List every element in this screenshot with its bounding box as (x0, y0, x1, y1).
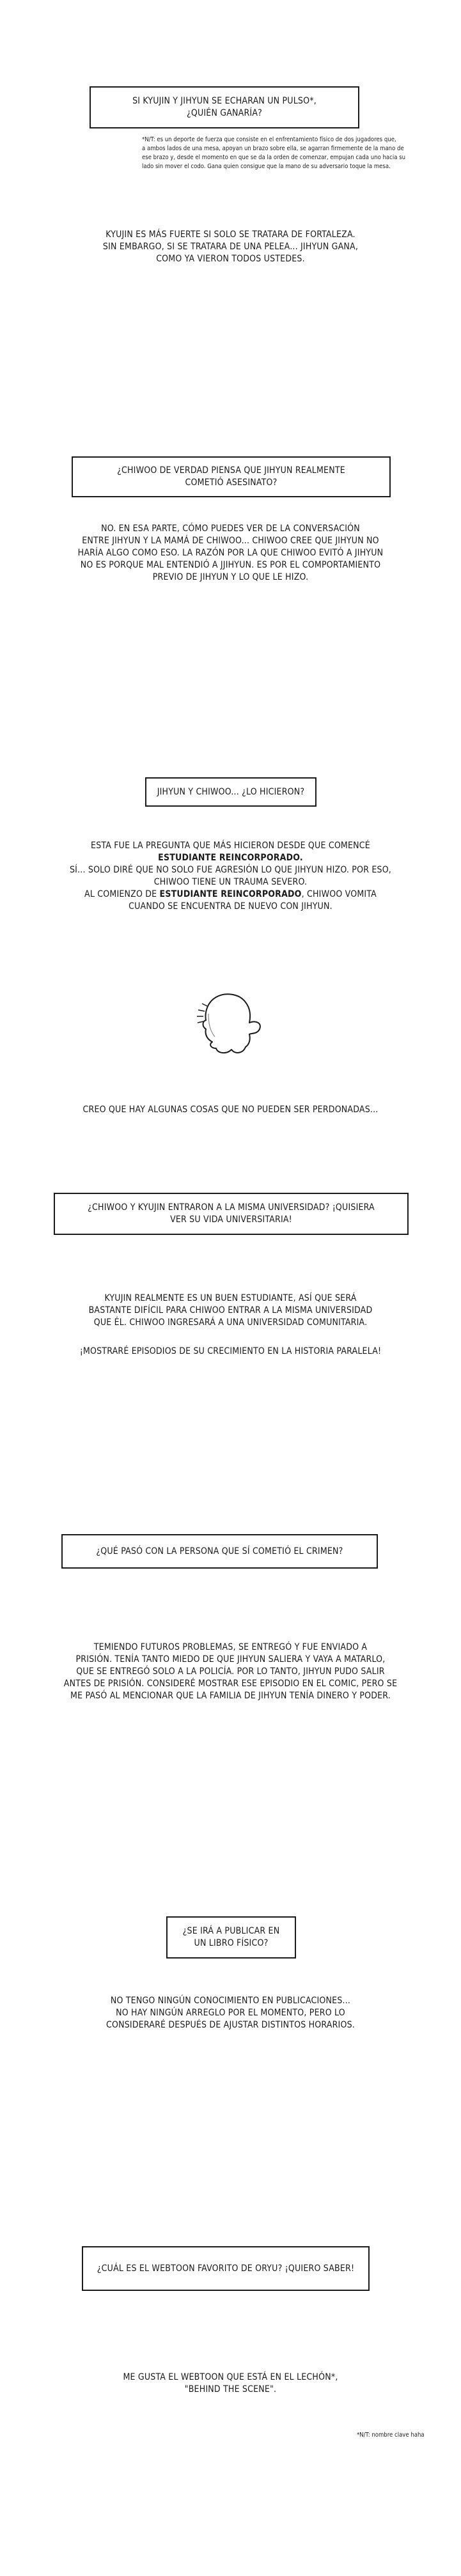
motion-line (198, 1010, 205, 1011)
blob-character-illustration (189, 978, 279, 1067)
answer-arm-wrestling: KYUJIN ES MÁS FUERTE SI SOLO SE TRATARA DE FORTALEZA. SIN EMBARGO, SI SE TRATARA DE UNA PELEA... JIHYUN GANA, COMO YA VIERON TODOS USTEDES. (102, 229, 359, 264)
answer-physical-book: NO TENGO NINGÚN CONOCIMIENTO EN PUBLICACIONES... NO HAY NINGÚN ARREGLO POR EL MOMENTO, PERO LO CONSIDERARÉ DESPUÉS DE AJUSTAR DISTINTOS HORARIOS. (106, 1996, 355, 2030)
answer-side-story: ¡MOSTRARÉ EPISODIOS DE SU CRECIMIENTO EN LA HISTORIA PARALELA! (79, 1346, 382, 1356)
question-line: SI KYUJIN Y JIHYUN SE ECHARAN UN PULSO*, (132, 96, 316, 106)
translator-note-arm-wrestling: *N/T: es un deporte de fuerza que consiste en el enfrentamiento físico de dos jugadores que, a ambos lados de una mesa, apoyan un brazo sobre ella, se agarran firmemente de la mano de ese brazo y, desde el momento en que se da la orden de comenzar, empujan cada uno hacia su lado sin mover el codo. Gana quien consigue que la mano de su adversario toque la mesa. (142, 136, 406, 170)
motion-line (202, 1004, 207, 1006)
question-box-chiwoo-believes: ¿CHIWOO DE VERDAD PIENSA QUE JIHYUN REALMENTE COMETIÓ ASESINATO? (72, 456, 391, 497)
question-box-did-they: JIHYUN Y CHIWOO... ¿LO HICIERON? (145, 777, 316, 807)
answer-same-university: KYUJIN REALMENTE ES UN BUEN ESTUDIANTE, ASÍ QUE SERÁ BASTANTE DIFÍCIL PARA CHIWOO ENTRAR A LA MISMA UNIVERSIDAD QUE ÉL. CHIWOO INGRESARÁ A UNA UNIVERSIDAD COMUNITARIA. (88, 1293, 373, 1328)
question-box-real-criminal: ¿QUÉ PASÓ CON LA PERSONA QUE SÍ COMETIÓ EL CRIMEN? (61, 1534, 378, 1569)
question-box-same-university: ¿CHIWOO Y KYUJIN ENTRARON A LA MISMA UNIVERSIDAD? ¡QUISIERA VER SU VIDA UNIVERSITARIA! (54, 1193, 409, 1235)
answer-favorite-webtoon: ME GUSTA EL WEBTOON QUE ESTÁ EN EL LECHÓN*, "BEHIND THE SCENE". (123, 2372, 338, 2394)
question-box-arm-wrestling (90, 86, 359, 128)
answer-did-they: ESTA FUE LA PREGUNTA QUE MÁS HICIERON DESDE QUE COMENCÉ ESTUDIANTE REINCORPORADO. SÍ... SOLO DIRÉ QUE NO SOLO FUE AGRESIÓN LO QUE JIHYUN HIZO. POR ESO, CHIWOO TIENE UN TRAUMA SEVERO. AL COMIENZO DE ESTUDIANTE REINCORPORADO, CHIWOO VOMITA CUANDO SE ENCUENTRA DE NUEVO CON JIHYUN. (69, 841, 392, 912)
translator-note-code-name: *N/T: nombre clave haha (357, 2432, 425, 2439)
question-line: ¿QUIÉN GANARÍA? (186, 108, 263, 118)
question-box-favorite-webtoon: ¿CUÁL ES EL WEBTOON FAVORITO DE ORYU? ¡QUIERO SABER! (82, 2246, 370, 2291)
blob-body (203, 994, 260, 1053)
answer-chiwoo-believes: NO. EN ESA PARTE, CÓMO PUEDES VER DE LA CONVERSACIÓN ENTRE JIHYUN Y LA MAMÁ DE CHIWOO... CHIWOO CREE QUE JIHYUN NO HARÍA ALGO COMO ESO. LA RAZÓN POR LA QUE CHIWOO EVITÓ A JIHYUN NO ES PORQUE MAL ENTENDIÓ A JJIHYUN. ES POR EL COMPORTAMIENTO PREVIO DE JIHYUN Y LO QUE LE HIZO. (77, 524, 384, 582)
answer-cannot-be-forgiven: CREO QUE HAY ALGUNAS COSAS QUE NO PUEDEN SER PERDONADAS... (82, 1105, 379, 1115)
motion-line (198, 1021, 203, 1023)
answer-real-criminal: TEMIENDO FUTUROS PROBLEMAS, SE ENTREGÓ Y FUE ENVIADO A PRISIÓN. TENÍA TANTO MIEDO DE QUE JIHYUN SALIERA Y VAYA A MATARLO, QUE SE ENTREGÓ SOLO A LA POLICÍA. POR LO TANTO, JIHYUN PUDO SALIR ANTES DE PRISIÓN. CONSIDERÉ MOSTRAR ESE EPISODIO EN EL COMIC, PERO SE ME PASÓ AL MENCIONAR QUE LA FAMILIA DE JIHYUN TENÍA DINERO Y PODER. (63, 1642, 398, 1701)
question-box-physical-book: ¿SE IRÁ A PUBLICAR EN UN LIBRO FÍSICO? (166, 1916, 296, 1959)
